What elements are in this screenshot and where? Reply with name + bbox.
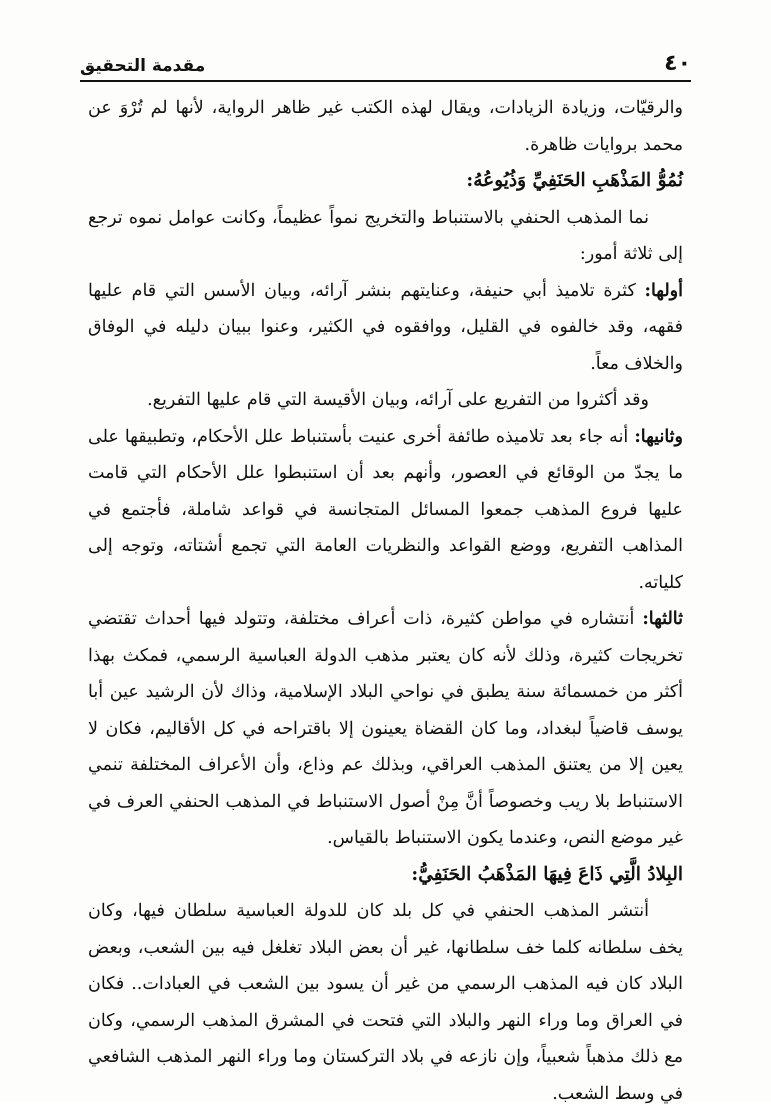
paragraph-second-factor [88,419,683,602]
third-factor-label: ثالثها: [642,609,683,629]
page-number: ٤٠ [664,51,691,76]
first-factor-text: كثرة تلاميذ أبي حنيفة، وعنايتهم بنشر آرائه، وبيان الأسس التي قام عليها فقهه، وقد خالفوه في القليل، ووافقوه في الكثير، وعنوا ببيان دليله في الوفاق والخلاف معاً. [88,280,683,374]
running-title: مقدمة التحقيق [80,56,206,76]
section-heading-countries: البِلادُ الَّتِي ذَاعَ فِيهَا المَذْهَبُ الحَنَفِيُّ: [411,863,683,885]
third-factor-text: أنتشاره في مواطن كثيرة، ذات أعراف مختلفة، وتتولد فيها أحداث تقتضي تخريجات كثيرة، وذلك لأنه كان يعتبر مذهب الدولة العباسية الرسمي، فمكث بهذا أكثر من خمسمائة سنة يطبق في نواحي البلاد الإسلامية، وذاك لأن الرشيد عين أبا يوسف قاضياً لبغداد، وما كان القضاة يعينون إلا باقتراحه في كل الأقاليم، فكان لا يعين إلا من يعتنق المذهب العراقي، وبذلك عم وذاع، وأن الأعراف المختلفة تنمي الاستنباط بلا ريب وخصوصاً أنَّ مِنْ أصول الاستنباط في المذهب الحنفي العرف في غير موضع النص، وعندما يكون الاستنباط بالقياس. [88,609,683,848]
paragraph-spread: أنتشر المذهب الحنفي في كل بلد كان للدولة العباسية سلطان فيها، وكان يخف سلطانه كلما خف سلطانها، غير أن بعض البلاد تغلغل فيه بين الشعب، وبعض البلاد كان فيه المذهب الرسمي من غير أن يسود بين الشعب في العبادات.. فكان في العراق وما وراء النهر والبلاد التي فتحت في المشرق المذهب الرسمي، وكان مع ذلك مذهباً شعبياً، وإن نازعه في بلاد التركستان وما وراء النهر المذهب الشافعي في وسط الشعب. [88,901,683,1104]
second-factor-label: وثانيها: [634,426,683,447]
header-rule [80,80,691,82]
paragraph-third-factor [88,601,683,857]
paragraph-first-factor [88,273,683,383]
paragraph-branching: وقد أكثروا من التفريع على آرائه، وبيان الأقيسة التي قام عليها التفريع. [147,390,649,410]
page-body [88,90,683,1112]
second-factor-text: أنه جاء بعد تلاميذه طائفة أخرى عنيت بأستنباط علل الأحكام، وتطبيقها على ما يجدّ من الوقائع في العصور، وأنهم بعد أن استنبطوا علل الأحكام التي قامت عليها فروع المذهب جمعوا المسائل المتجانسة في قواعد شاملة، فأجتمع في المذاهب التفريع، ووضع القواعد والنظريات العامة التي تجمع أشتاته، وتوجه إلى كلياته. [88,426,683,593]
page-header [80,36,691,76]
paragraph-continuation: والرقيّات، وزيادة الزيادات، ويقال لهذه الكتب غير ظاهر الرواية، لأنها لم تُرْوَ عن محمد بروايات ظاهرة. [88,98,683,155]
first-factor-label: أولها: [644,280,683,301]
section-heading-growth: نُمُوُّ المَذْهَبِ الحَنَفِيِّ وَذُيُوعُهُ: [466,170,683,191]
paragraph-intro: نما المذهب الحنفي بالاستنباط والتخريج نمواً عظيماً، وكانت عوامل نموه ترجع إلى ثلاثة أمور: [88,207,683,264]
